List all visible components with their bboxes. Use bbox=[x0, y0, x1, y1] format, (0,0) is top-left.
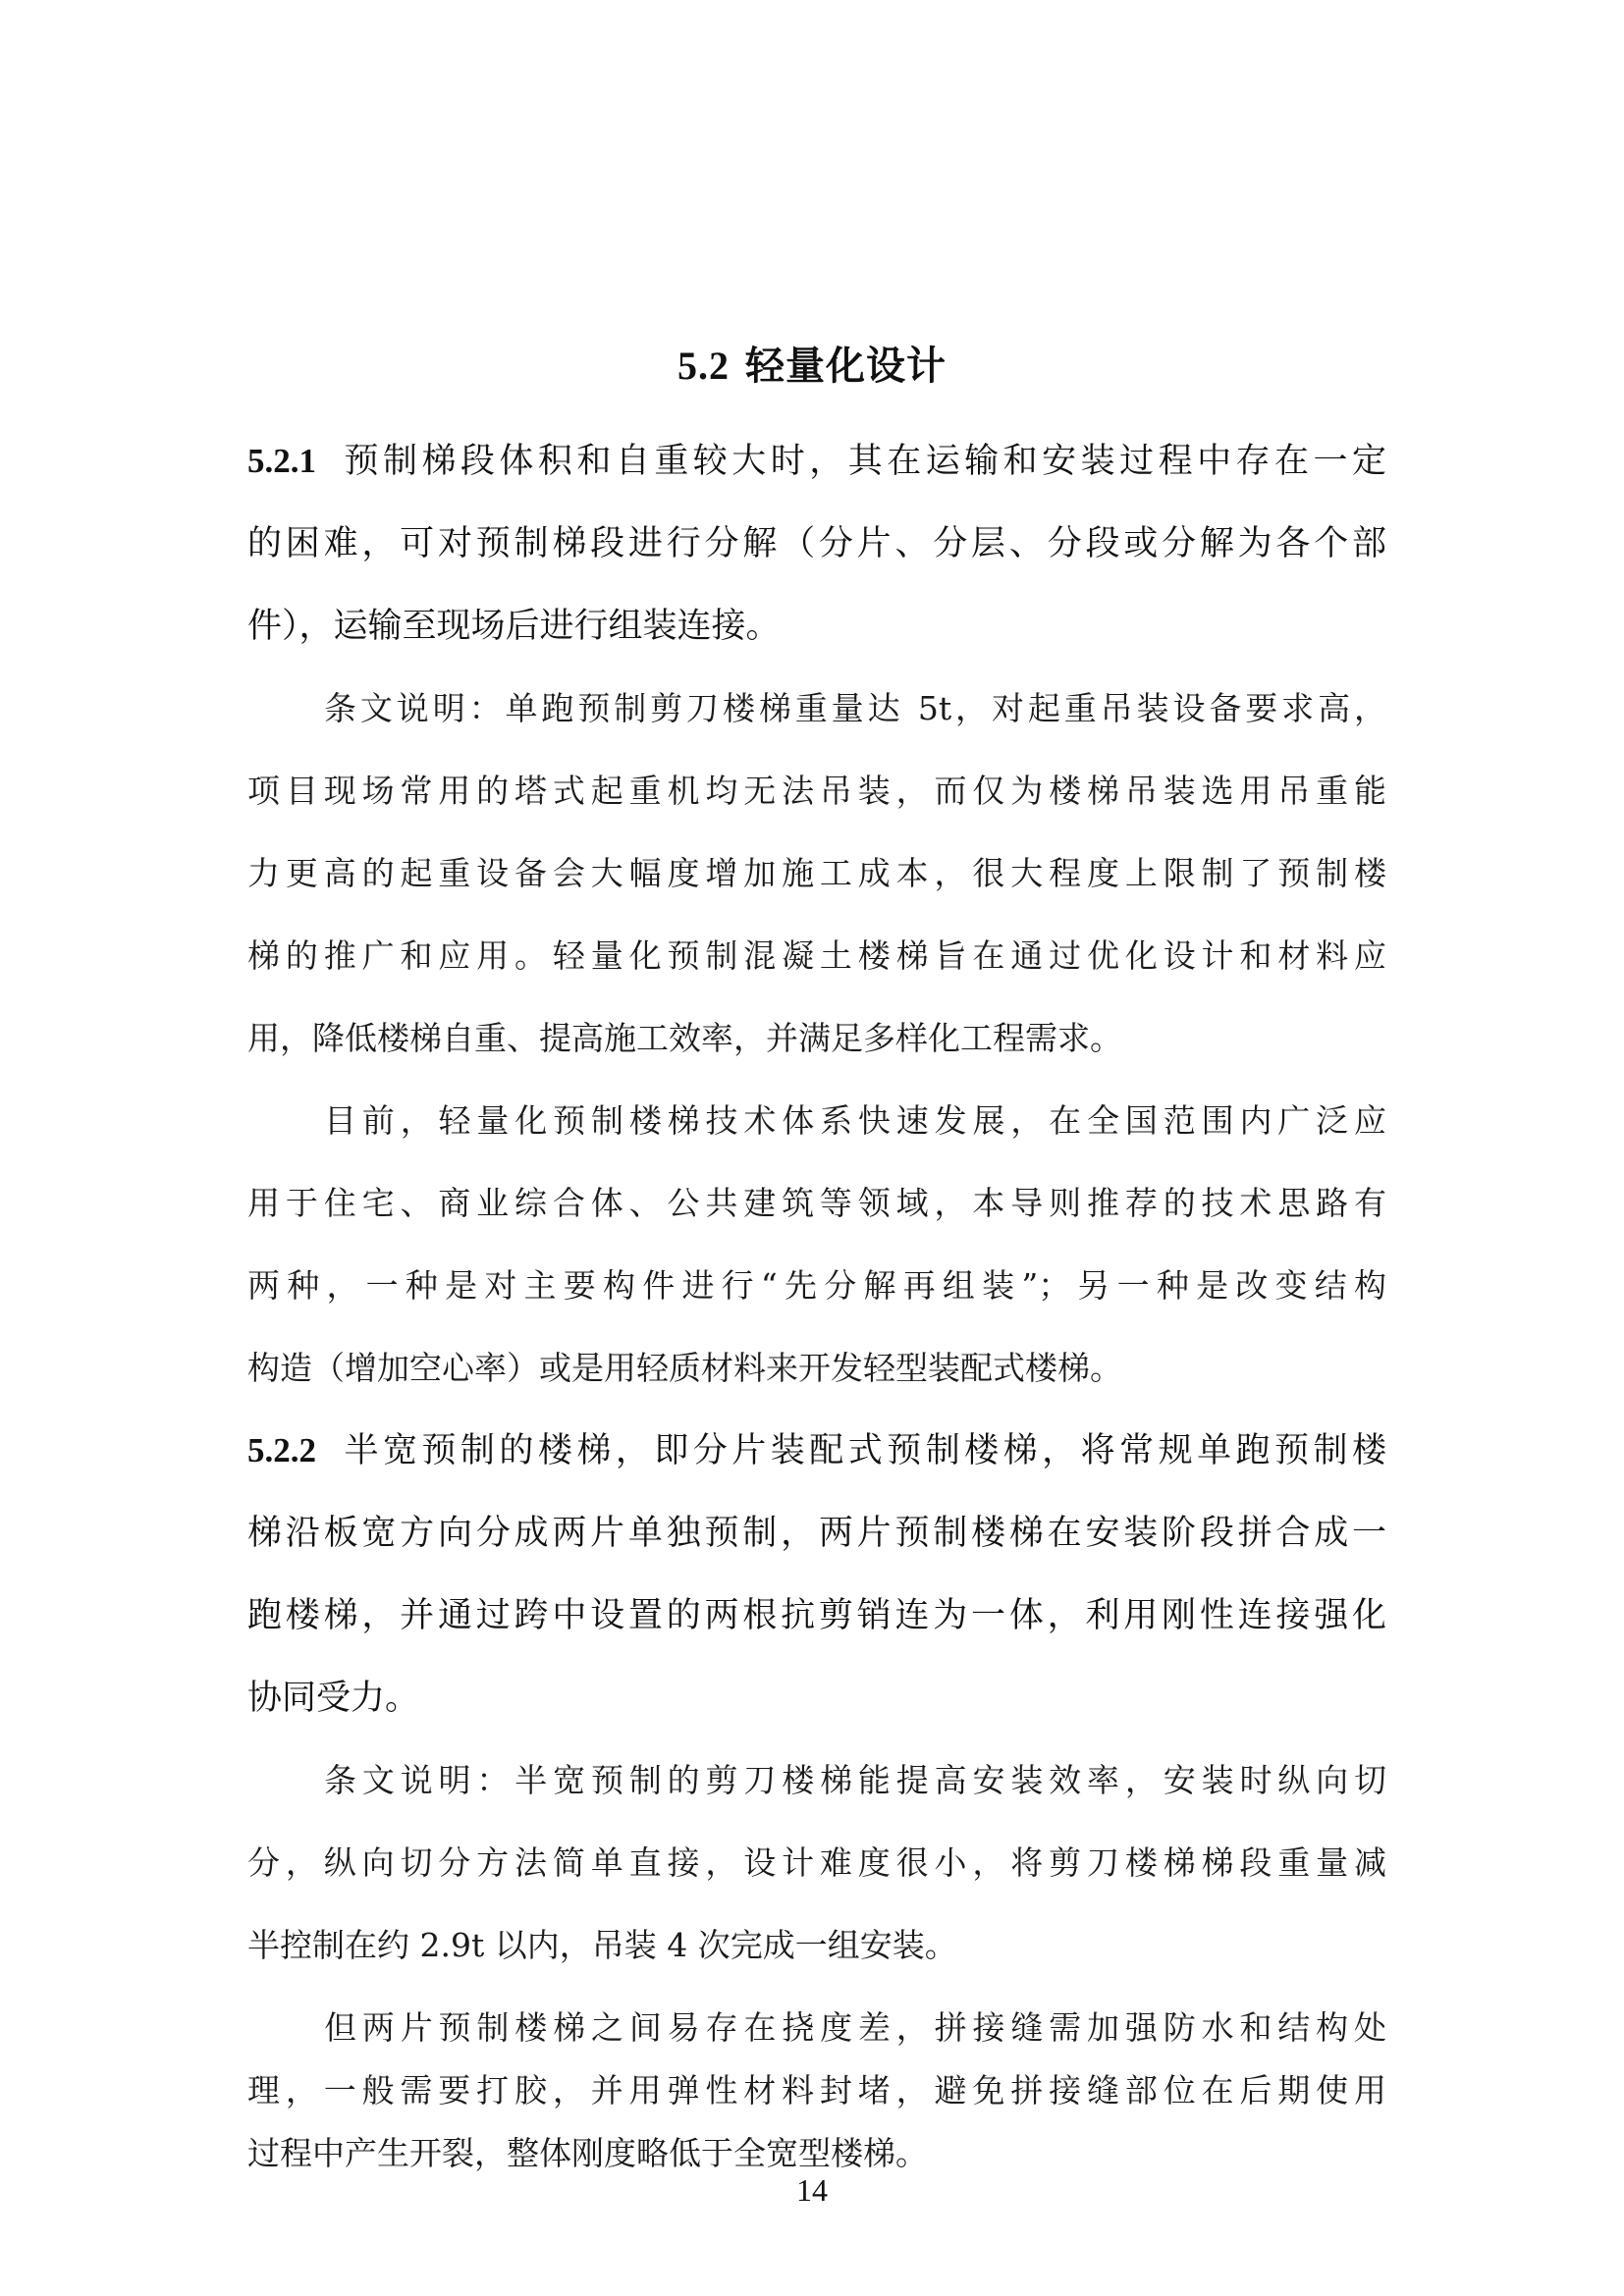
section-heading bbox=[0, 332, 1624, 400]
clause-line: 件），运输至现场后进行组装连接。 bbox=[247, 607, 781, 646]
clause-line: 梯沿板宽方向分成两片单独预制，两片预制楼梯在安装阶段拼合成一 bbox=[247, 1514, 1386, 1553]
clause-line: 的困难，可对预制梯段进行分解（分片、分层、分段或分解为各个部 bbox=[247, 524, 1386, 563]
note-line: 两种，一种是对主要构件进行“先分解再组装”；另一种是改变结构 bbox=[247, 1266, 1386, 1305]
note-line: 构造（增加空心率）或是用轻质材料来开发轻型装配式楼梯。 bbox=[247, 1349, 1122, 1387]
note-line: 力更高的起重设备会大幅度增加施工成本，很大程度上限制了预制楼 bbox=[247, 854, 1386, 892]
clause-text: 预制梯段体积和自重较大时，其在运输和安装过程中存在一定 bbox=[340, 442, 1386, 481]
clause-number: 5.2.1 bbox=[247, 442, 316, 480]
clause-line: 跑楼梯，并通过跨中设置的两根抗剪销连为一体，利用刚性连接强化 bbox=[247, 1596, 1386, 1635]
note-line: 用于住宅、商业综合体、公共建筑等领域，本导则推荐的技术思路有 bbox=[247, 1184, 1386, 1222]
section-title-text: 轻量化设计 bbox=[745, 344, 947, 389]
note-line: 分，纵向切分方法简单直接，设计难度很小，将剪刀楼梯梯段重量减 bbox=[247, 1843, 1386, 1882]
clause-text: 半宽预制的楼梯，即分片装配式预制楼梯，将常规单跑预制楼 bbox=[340, 1431, 1386, 1470]
section-number: 5.2 bbox=[677, 344, 730, 388]
note-line: 项目现场常用的塔式起重机均无法吊装，而仅为楼梯吊装选用吊重能 bbox=[247, 772, 1386, 810]
clause-number: 5.2.2 bbox=[247, 1431, 316, 1469]
note-line: 过程中产生开裂，整体刚度略低于全宽型楼梯。 bbox=[247, 2134, 928, 2172]
note-line: 半控制在约 2.9t 以内，吊装 4 次完成一组安装。 bbox=[247, 1926, 957, 1964]
note-line: 梯的推广和应用。轻量化预制混凝土楼梯旨在通过优化设计和材料应 bbox=[247, 936, 1386, 975]
clause-line bbox=[247, 432, 1386, 491]
note-line: 用，降低楼梯自重、提高施工效率，并满足多样化工程需求。 bbox=[247, 1019, 1122, 1057]
note-line: 但两片预制楼梯之间易存在挠度差，拼接缝需加强防水和结构处 bbox=[324, 2008, 1386, 2047]
note-line: 目前，轻量化预制楼梯技术体系快速发展，在全国范围内广泛应 bbox=[324, 1101, 1386, 1140]
clause-line bbox=[247, 1421, 1386, 1480]
note-line: 理，一般需要打胶，并用弹性材料封堵，避免拼接缝部位在后期使用 bbox=[247, 2071, 1386, 2109]
clause-line: 协同受力。 bbox=[247, 1679, 420, 1718]
note-line: 条文说明：半宽预制的剪刀楼梯能提高安装效率，安装时纵向切 bbox=[324, 1761, 1386, 1799]
page-number: 14 bbox=[796, 2172, 828, 2208]
note-line: 条文说明：单跑预制剪刀楼梯重量达 5t，对起重吊装设备要求高， bbox=[324, 689, 1386, 727]
